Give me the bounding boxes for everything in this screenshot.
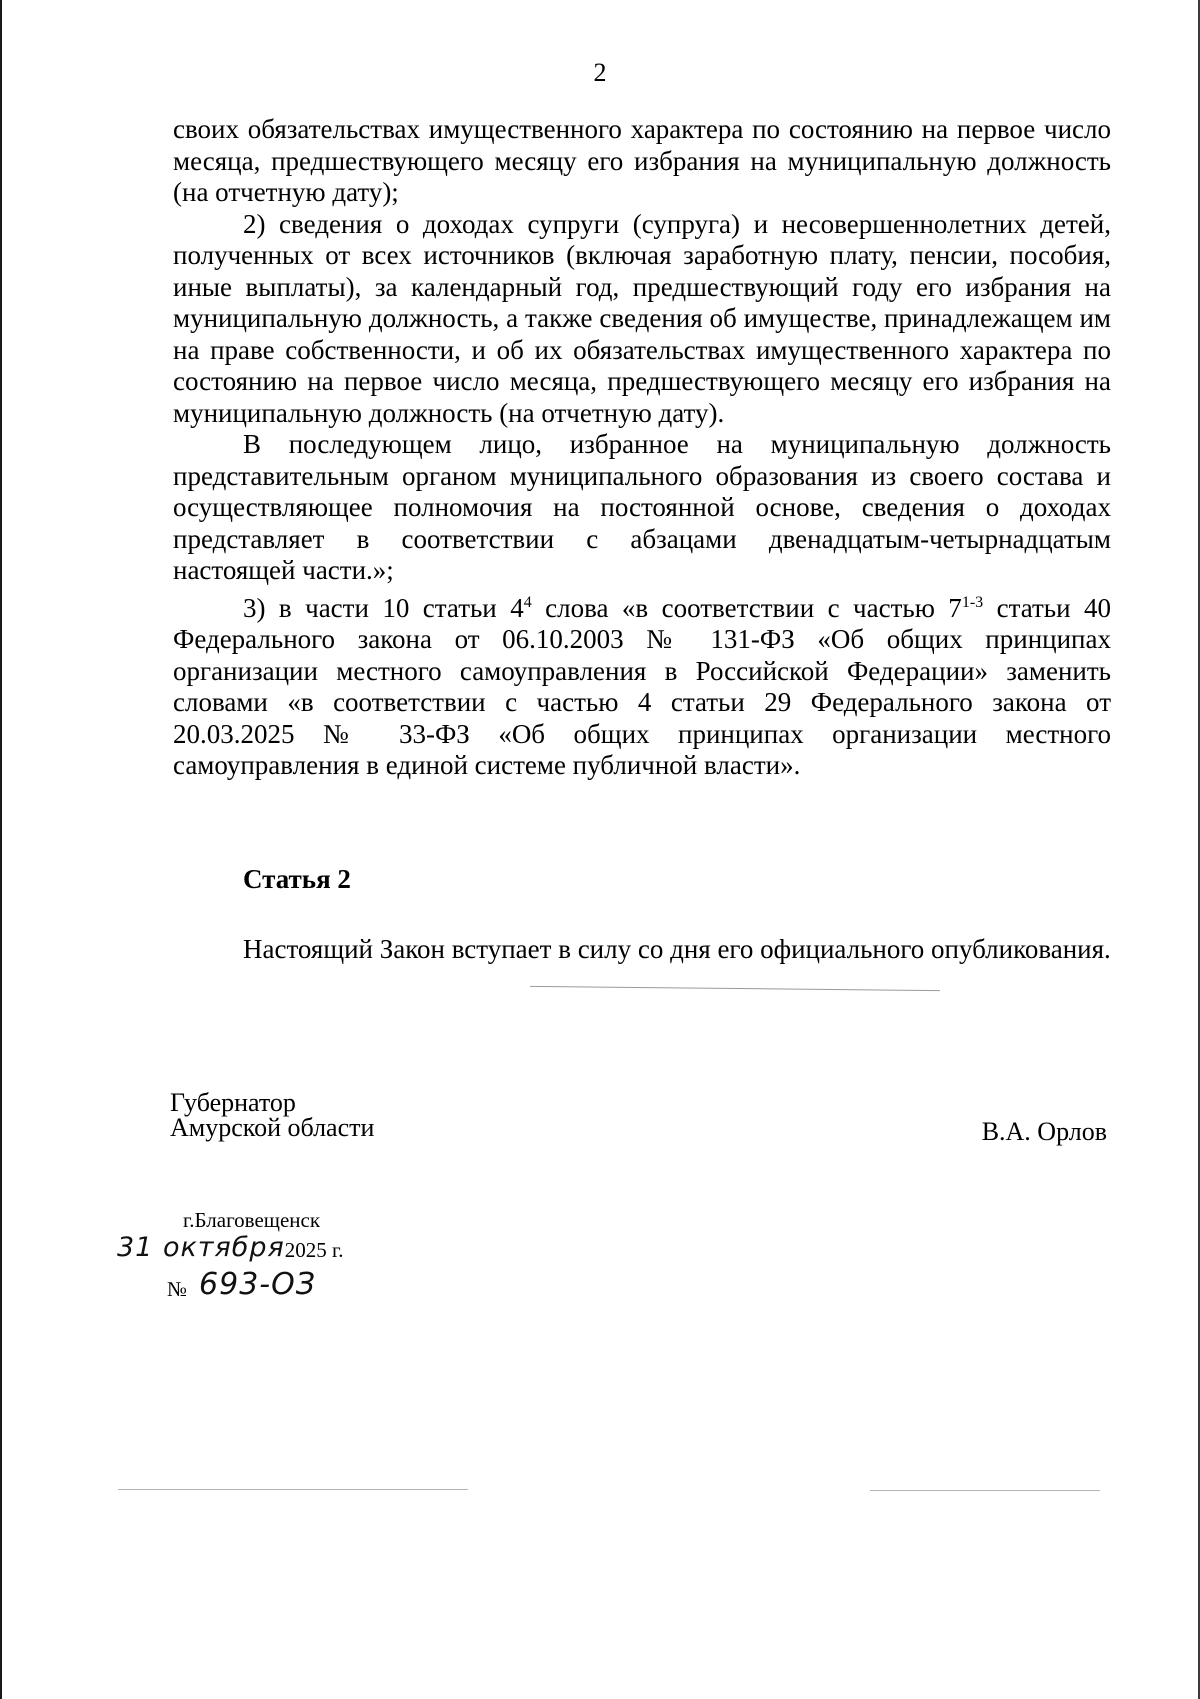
item3-sup-1: 4 — [523, 593, 532, 611]
item3-lead: 3) в части 10 статьи 4 — [243, 592, 524, 623]
handwritten-law-number: 693-ОЗ — [199, 1267, 316, 1302]
signature-title — [170, 1090, 374, 1140]
paragraph-continuation: своих обязательствах имущественного характера по состоянию на первое число месяца, предшествующего месяцу его избрания на муниципальную должность (на отчетную дату); — [173, 114, 1111, 207]
scan-artifact-line-bottom-left — [118, 1489, 468, 1490]
article-body: Настоящий Закон вступает в силу со дня его официального опубликования. — [243, 934, 1111, 964]
signatory-name: В.А. Орлов — [981, 1117, 1107, 1146]
handwritten-date: 31 октября — [117, 1232, 285, 1263]
date-line — [117, 1232, 344, 1263]
paragraph-item-3 — [173, 587, 1111, 782]
signature-title-line-2: Амурской области — [170, 1113, 375, 1142]
paragraph-item-2: 2) сведения о доходах супруги (супруга) и несовершеннолетних детей, полученных от всех источников (включая заработную плату, пенсии, пособия, иные выплаты), за календарный год, предшествующий году его избрания на муниципальную должность, а также сведения об имуществе, принадлежащем им на праве собственности, и об их обязательствах имущественного характера по состоянию на первое число месяца, предшествующего месяцу его избрания на муниципальную должность (на отчетную дату). — [173, 208, 1111, 428]
paragraph-subsequent: В последующем лицо, избранное на муниципальную должность представительным органом муниципального образования из своего состава и осуществляющее полномочия на постоянной основе, сведения о доходах представляет в соответствии с абзацами двенадцатым-четырнадцатым настоящей части.»; — [173, 429, 1111, 585]
item3-mid: слова «в соответствии с частью 7 — [531, 592, 962, 623]
printed-year: 2025 г. — [284, 1238, 344, 1262]
number-sign: № — [167, 1277, 188, 1301]
signature-title-line-1: Губернатор — [170, 1088, 296, 1117]
scan-artifact-line-bottom-right — [870, 1490, 1100, 1491]
article-heading: Статья 2 — [243, 864, 351, 894]
item3-sup-2: 1-3 — [961, 593, 984, 611]
scan-edge-left — [0, 0, 2, 1699]
document-body — [173, 114, 1111, 782]
city-label: г.Благовещенск — [183, 1208, 321, 1232]
scan-artifact-line — [530, 986, 940, 991]
item3-rest: статьи 40 Федерального закона от 06.10.2003 № 131-ФЗ «Об общих принципах организации местного самоуправления в Российской Федерации» заменить словами «в соответствии с частью 4 статьи 29 Федерального закона от 20.03.2025 № 33-ФЗ «Об общих принципах организации местного самоуправления в единой системе публичной власти». — [173, 592, 1111, 780]
law-number-line — [167, 1267, 316, 1302]
page-number: 2 — [593, 58, 607, 87]
